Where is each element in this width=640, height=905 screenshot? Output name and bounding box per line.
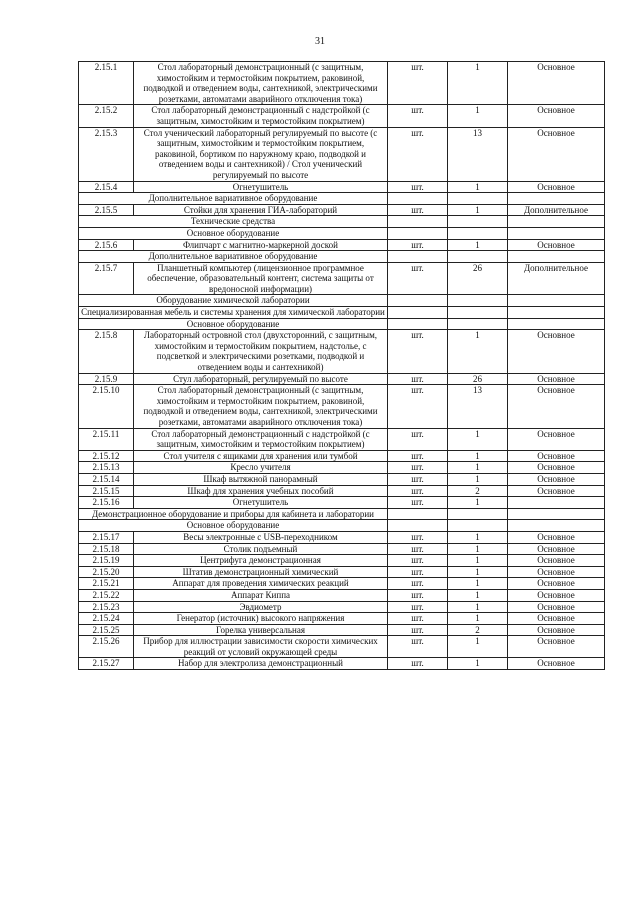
- section-header: Оборудование химической лаборатории: [79, 295, 388, 307]
- item-number: 2.15.10: [79, 385, 134, 428]
- item-type: Основное: [508, 373, 605, 385]
- item-name: Прибор для иллюстрации зависимости скорости химических реакций от условий окружающей среды: [134, 636, 388, 658]
- item-quantity: 1: [448, 450, 508, 462]
- item-number: 2.15.20: [79, 566, 134, 578]
- item-name: Шкаф для хранения учебных пособий: [134, 485, 388, 497]
- item-unit: шт.: [388, 127, 448, 181]
- item-type: Основное: [508, 601, 605, 613]
- item-quantity: 13: [448, 385, 508, 428]
- item-quantity: 1: [448, 62, 508, 105]
- item-type: Основное: [508, 62, 605, 105]
- item-quantity: 1: [448, 473, 508, 485]
- type-cell: [508, 216, 605, 228]
- item-number: 2.15.23: [79, 601, 134, 613]
- item-number: 2.15.16: [79, 497, 134, 509]
- item-quantity: 1: [448, 239, 508, 251]
- table-row: [79, 555, 605, 567]
- item-quantity: 1: [448, 601, 508, 613]
- item-type: Основное: [508, 105, 605, 127]
- table-row: [79, 473, 605, 485]
- type-cell: [508, 295, 605, 307]
- unit-cell: [388, 227, 448, 239]
- item-name: Стойки для хранения ГИА-лабораторий: [134, 204, 388, 216]
- item-number: 2.15.1: [79, 62, 134, 105]
- item-name: Огнетушитель: [134, 497, 388, 509]
- type-cell: [508, 520, 605, 532]
- table-row: [79, 589, 605, 601]
- section-header: Демонстрационное оборудование и приборы для кабинета и лаборатории: [79, 508, 388, 520]
- section-header-row: [79, 307, 605, 319]
- table-row: [79, 601, 605, 613]
- item-quantity: 1: [448, 555, 508, 567]
- item-unit: шт.: [388, 428, 448, 450]
- item-name: Стол лабораторный демонстрационный с надстройкой (с защитным, химостойким и термостойким покрытием): [134, 428, 388, 450]
- section-header-row: [79, 227, 605, 239]
- item-type: Основное: [508, 658, 605, 670]
- table-row: [79, 428, 605, 450]
- item-quantity: 26: [448, 262, 508, 295]
- item-number: 2.15.12: [79, 450, 134, 462]
- item-quantity: 2: [448, 624, 508, 636]
- item-name: Планшетный компьютер (лицензионное программное обеспечение, образовательный контент, система защиты от вредоносной информации): [134, 262, 388, 295]
- unit-cell: [388, 520, 448, 532]
- item-unit: шт.: [388, 473, 448, 485]
- item-quantity: 1: [448, 462, 508, 474]
- item-number: 2.15.26: [79, 636, 134, 658]
- item-type: Основное: [508, 555, 605, 567]
- type-cell: [508, 193, 605, 205]
- table-row: [79, 624, 605, 636]
- item-number: 2.15.9: [79, 373, 134, 385]
- item-type: Основное: [508, 543, 605, 555]
- item-name: Штатив демонстрационный химический: [134, 566, 388, 578]
- item-unit: шт.: [388, 462, 448, 474]
- item-quantity: 1: [448, 566, 508, 578]
- item-unit: шт.: [388, 531, 448, 543]
- item-unit: шт.: [388, 636, 448, 658]
- table-row: [79, 181, 605, 193]
- table-row: [79, 105, 605, 127]
- item-name: Стол учителя с ящиками для хранения или тумбой: [134, 450, 388, 462]
- item-unit: шт.: [388, 589, 448, 601]
- item-type: [508, 497, 605, 509]
- table-row: [79, 330, 605, 373]
- item-type: Основное: [508, 181, 605, 193]
- table-row: [79, 373, 605, 385]
- item-type: Дополнительное: [508, 204, 605, 216]
- table-row: [79, 566, 605, 578]
- qty-cell: [448, 295, 508, 307]
- item-number: 2.15.18: [79, 543, 134, 555]
- item-unit: шт.: [388, 239, 448, 251]
- item-unit: шт.: [388, 450, 448, 462]
- section-header-row: [79, 295, 605, 307]
- item-type: Основное: [508, 385, 605, 428]
- type-cell: [508, 508, 605, 520]
- item-name: Стул лабораторный, регулируемый по высоте: [134, 373, 388, 385]
- item-number: 2.15.17: [79, 531, 134, 543]
- unit-cell: [388, 508, 448, 520]
- qty-cell: [448, 251, 508, 263]
- item-name: Кресло учителя: [134, 462, 388, 474]
- section-header-row: [79, 216, 605, 228]
- item-name: Стол лабораторный демонстрационный с надстройкой (с защитным, химостойким и термостойким покрытием): [134, 105, 388, 127]
- item-unit: шт.: [388, 658, 448, 670]
- table-row: [79, 543, 605, 555]
- qty-cell: [448, 508, 508, 520]
- item-number: 2.15.24: [79, 613, 134, 625]
- item-type: Основное: [508, 462, 605, 474]
- item-unit: шт.: [388, 497, 448, 509]
- type-cell: [508, 307, 605, 319]
- item-name: Шкаф вытяжной панорамный: [134, 473, 388, 485]
- section-header: Технические средства: [79, 216, 388, 228]
- item-unit: шт.: [388, 555, 448, 567]
- item-name: Огнетушитель: [134, 181, 388, 193]
- item-type: Основное: [508, 531, 605, 543]
- section-header-row: [79, 318, 605, 330]
- section-header: Дополнительное вариативное оборудование: [79, 251, 388, 263]
- item-quantity: 1: [448, 636, 508, 658]
- item-type: Основное: [508, 127, 605, 181]
- item-quantity: 26: [448, 373, 508, 385]
- page-number: 31: [315, 36, 325, 47]
- qty-cell: [448, 520, 508, 532]
- item-type: Основное: [508, 473, 605, 485]
- item-quantity: 1: [448, 497, 508, 509]
- table-row: [79, 485, 605, 497]
- type-cell: [508, 318, 605, 330]
- item-unit: шт.: [388, 578, 448, 590]
- item-number: 2.15.27: [79, 658, 134, 670]
- item-number: 2.15.2: [79, 105, 134, 127]
- type-cell: [508, 251, 605, 263]
- item-name: Эвдиометр: [134, 601, 388, 613]
- item-quantity: 1: [448, 105, 508, 127]
- section-header: Основное оборудование: [79, 318, 388, 330]
- item-number: 2.15.13: [79, 462, 134, 474]
- table-row: [79, 62, 605, 105]
- item-type: Основное: [508, 485, 605, 497]
- item-quantity: 1: [448, 330, 508, 373]
- item-number: 2.15.7: [79, 262, 134, 295]
- item-type: Основное: [508, 589, 605, 601]
- item-unit: шт.: [388, 330, 448, 373]
- unit-cell: [388, 307, 448, 319]
- item-type: Основное: [508, 636, 605, 658]
- unit-cell: [388, 318, 448, 330]
- table-row: [79, 531, 605, 543]
- item-unit: шт.: [388, 566, 448, 578]
- equipment-table: [78, 61, 605, 670]
- item-number: 2.15.25: [79, 624, 134, 636]
- item-number: 2.15.11: [79, 428, 134, 450]
- item-quantity: 13: [448, 127, 508, 181]
- item-number: 2.15.14: [79, 473, 134, 485]
- item-name: Стол лабораторный демонстрационный (с защитным, химостойким и термостойким покрытием, раковиной, подводкой и отведением воды, сантехникой, электрическими розетками, автоматами аварийного отключения тока): [134, 62, 388, 105]
- table-row: [79, 462, 605, 474]
- section-header-row: [79, 251, 605, 263]
- item-name: Генератор (источник) высокого напряжения: [134, 613, 388, 625]
- unit-cell: [388, 193, 448, 205]
- section-header: Дополнительное вариативное оборудование: [79, 193, 388, 205]
- item-name: Флипчарт с магнитно-маркерной доской: [134, 239, 388, 251]
- item-name: Набор для электролиза демонстрационный: [134, 658, 388, 670]
- item-unit: шт.: [388, 543, 448, 555]
- item-unit: шт.: [388, 62, 448, 105]
- unit-cell: [388, 251, 448, 263]
- item-quantity: 1: [448, 204, 508, 216]
- item-name: Весы электронные с USB-переходником: [134, 531, 388, 543]
- item-type: Основное: [508, 428, 605, 450]
- item-name: Столик подъемный: [134, 543, 388, 555]
- section-header: Основное оборудование: [79, 520, 388, 532]
- table-row: [79, 127, 605, 181]
- item-number: 2.15.6: [79, 239, 134, 251]
- table-row: [79, 636, 605, 658]
- item-type: Основное: [508, 239, 605, 251]
- item-number: 2.15.3: [79, 127, 134, 181]
- item-quantity: 1: [448, 589, 508, 601]
- item-name: Горелка универсальная: [134, 624, 388, 636]
- item-unit: шт.: [388, 385, 448, 428]
- table-row: [79, 613, 605, 625]
- unit-cell: [388, 216, 448, 228]
- item-unit: шт.: [388, 485, 448, 497]
- item-type: Основное: [508, 330, 605, 373]
- section-header: Специализированная мебель и системы хранения для химической лаборатории: [79, 307, 388, 319]
- item-quantity: 1: [448, 181, 508, 193]
- item-unit: шт.: [388, 373, 448, 385]
- table-row: [79, 658, 605, 670]
- table-row: [79, 450, 605, 462]
- item-unit: шт.: [388, 624, 448, 636]
- section-header: Основное оборудование: [79, 227, 388, 239]
- type-cell: [508, 227, 605, 239]
- qty-cell: [448, 193, 508, 205]
- item-number: 2.15.5: [79, 204, 134, 216]
- table-row: [79, 497, 605, 509]
- table-row: [79, 239, 605, 251]
- item-unit: шт.: [388, 601, 448, 613]
- item-number: 2.15.22: [79, 589, 134, 601]
- item-name: Стол лабораторный демонстрационный (с защитным, химостойким и термостойким покрытием, раковиной, подводкой и отведением воды, сантехникой, электрическими розетками, автоматами аварийного отключения тока): [134, 385, 388, 428]
- qty-cell: [448, 227, 508, 239]
- item-unit: шт.: [388, 181, 448, 193]
- item-quantity: 1: [448, 578, 508, 590]
- item-unit: шт.: [388, 613, 448, 625]
- equipment-table-body: [79, 62, 605, 670]
- item-type: Основное: [508, 450, 605, 462]
- item-quantity: 1: [448, 428, 508, 450]
- table-row: [79, 385, 605, 428]
- item-unit: шт.: [388, 105, 448, 127]
- item-quantity: 1: [448, 613, 508, 625]
- item-name: Аппарат Киппа: [134, 589, 388, 601]
- item-unit: шт.: [388, 204, 448, 216]
- item-unit: шт.: [388, 262, 448, 295]
- section-header-row: [79, 193, 605, 205]
- qty-cell: [448, 216, 508, 228]
- item-quantity: 2: [448, 485, 508, 497]
- item-type: Основное: [508, 613, 605, 625]
- item-name: Лабораторный островной стол (двухсторонний, с защитным, химостойким и термостойким покрытием, надстолье, с подсветкой и электрическими розетками, подводкой и отведением воды и сантехникой): [134, 330, 388, 373]
- item-number: 2.15.21: [79, 578, 134, 590]
- table-row: [79, 578, 605, 590]
- item-quantity: 1: [448, 658, 508, 670]
- item-type: Основное: [508, 566, 605, 578]
- qty-cell: [448, 318, 508, 330]
- item-number: 2.15.4: [79, 181, 134, 193]
- unit-cell: [388, 295, 448, 307]
- qty-cell: [448, 307, 508, 319]
- item-type: Дополнительное: [508, 262, 605, 295]
- item-quantity: 1: [448, 531, 508, 543]
- item-name: Центрифуга демонстрационная: [134, 555, 388, 567]
- item-name: Аппарат для проведения химических реакций: [134, 578, 388, 590]
- item-type: Основное: [508, 624, 605, 636]
- section-header-row: [79, 520, 605, 532]
- item-name: Стол ученический лабораторный регулируемый по высоте (с защитным, химостойким и термостойким покрытием, раковиной, бортиком по наружному краю, подводкой и отведением воды и сантехникой) / Стол ученический регулируемый по высоте: [134, 127, 388, 181]
- item-quantity: 1: [448, 543, 508, 555]
- table-row: [79, 262, 605, 295]
- section-header-row: [79, 508, 605, 520]
- item-type: Основное: [508, 578, 605, 590]
- item-number: 2.15.19: [79, 555, 134, 567]
- table-row: [79, 204, 605, 216]
- item-number: 2.15.15: [79, 485, 134, 497]
- item-number: 2.15.8: [79, 330, 134, 373]
